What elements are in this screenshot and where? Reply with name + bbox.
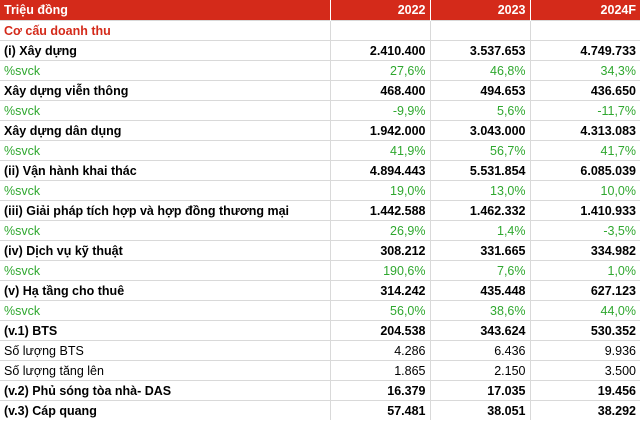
row-label: (iii) Giải pháp tích hợp và hợp đồng thương mại <box>0 201 330 221</box>
cell-value: -9,9% <box>330 101 430 121</box>
cell-value: 34,3% <box>530 61 640 81</box>
row-label: Xây dựng viễn thông <box>0 81 330 101</box>
cell-value: 10,0% <box>530 181 640 201</box>
cell-value <box>430 21 530 41</box>
cell-value: 1.410.933 <box>530 201 640 221</box>
cell-value: 436.650 <box>530 81 640 101</box>
cell-value: 56,7% <box>430 141 530 161</box>
cell-value: 190,6% <box>330 261 430 281</box>
header-row <box>0 0 640 21</box>
cell-value: 4.894.443 <box>330 161 430 181</box>
cell-value: 4.286 <box>330 341 430 361</box>
cell-value: 1.942.000 <box>330 121 430 141</box>
cell-value: 5,6% <box>430 101 530 121</box>
cell-value: 331.665 <box>430 241 530 261</box>
row-label: %svck <box>0 141 330 161</box>
cell-value: 41,9% <box>330 141 430 161</box>
header-year: 2024F <box>530 0 640 21</box>
cell-value <box>330 21 430 41</box>
table-row <box>0 241 640 261</box>
cell-value: 56,0% <box>330 301 430 321</box>
row-label: %svck <box>0 221 330 241</box>
cell-value: 1,4% <box>430 221 530 241</box>
cell-value: 1.442.588 <box>330 201 430 221</box>
cell-value: 38,6% <box>430 301 530 321</box>
cell-value: -11,7% <box>530 101 640 121</box>
cell-value: 5.531.854 <box>430 161 530 181</box>
table-row <box>0 61 640 81</box>
table-row <box>0 21 640 41</box>
row-label: (v.1) BTS <box>0 321 330 341</box>
row-label: Số lượng tăng lên <box>0 361 330 381</box>
row-label: (v.2) Phủ sóng tòa nhà- DAS <box>0 381 330 401</box>
row-label: Số lượng BTS <box>0 341 330 361</box>
table-row <box>0 121 640 141</box>
cell-value: 38.292 <box>530 401 640 421</box>
table-row <box>0 341 640 361</box>
cell-value: 38.051 <box>430 401 530 421</box>
row-label: (v) Hạ tầng cho thuê <box>0 281 330 301</box>
cell-value: 4.749.733 <box>530 41 640 61</box>
table-row <box>0 221 640 241</box>
cell-value: 308.212 <box>330 241 430 261</box>
cell-value: 44,0% <box>530 301 640 321</box>
header-year: 2023 <box>430 0 530 21</box>
table-row <box>0 281 640 301</box>
cell-value: -3,5% <box>530 221 640 241</box>
table-row <box>0 261 640 281</box>
cell-value: 19.456 <box>530 381 640 401</box>
table-row <box>0 181 640 201</box>
cell-value: 3.043.000 <box>430 121 530 141</box>
cell-value: 1,0% <box>530 261 640 281</box>
cell-value: 334.982 <box>530 241 640 261</box>
cell-value: 1.462.332 <box>430 201 530 221</box>
row-label: (iv) Dịch vụ kỹ thuật <box>0 241 330 261</box>
table-row <box>0 301 640 321</box>
cell-value: 4.313.083 <box>530 121 640 141</box>
cell-value: 41,7% <box>530 141 640 161</box>
cell-value: 204.538 <box>330 321 430 341</box>
cell-value: 6.085.039 <box>530 161 640 181</box>
cell-value: 468.400 <box>330 81 430 101</box>
row-label: (v.3) Cáp quang <box>0 401 330 421</box>
table-row <box>0 361 640 381</box>
cell-value: 6.436 <box>430 341 530 361</box>
header-unit-label: Triệu đồng <box>0 0 330 21</box>
row-label: %svck <box>0 61 330 81</box>
cell-value: 314.242 <box>330 281 430 301</box>
row-label: (i) Xây dựng <box>0 41 330 61</box>
table-row <box>0 401 640 421</box>
cell-value: 2.150 <box>430 361 530 381</box>
cell-value: 9.936 <box>530 341 640 361</box>
table-row <box>0 101 640 121</box>
cell-value: 17.035 <box>430 381 530 401</box>
cell-value: 46,8% <box>430 61 530 81</box>
table-row <box>0 81 640 101</box>
table-row <box>0 141 640 161</box>
cell-value: 7,6% <box>430 261 530 281</box>
cell-value: 3.500 <box>530 361 640 381</box>
row-label: (ii) Vận hành khai thác <box>0 161 330 181</box>
cell-value: 16.379 <box>330 381 430 401</box>
table-row <box>0 201 640 221</box>
row-label: %svck <box>0 301 330 321</box>
cell-value: 13,0% <box>430 181 530 201</box>
cell-value: 27,6% <box>330 61 430 81</box>
cell-value: 1.865 <box>330 361 430 381</box>
cell-value: 530.352 <box>530 321 640 341</box>
cell-value: 26,9% <box>330 221 430 241</box>
table-row <box>0 321 640 341</box>
header-year: 2022 <box>330 0 430 21</box>
cell-value <box>530 21 640 41</box>
cell-value: 57.481 <box>330 401 430 421</box>
table-row <box>0 161 640 181</box>
cell-value: 343.624 <box>430 321 530 341</box>
cell-value: 19,0% <box>330 181 430 201</box>
cell-value: 494.653 <box>430 81 530 101</box>
cell-value: 2.410.400 <box>330 41 430 61</box>
cell-value: 3.537.653 <box>430 41 530 61</box>
row-label: Cơ cấu doanh thu <box>0 21 330 41</box>
row-label: %svck <box>0 261 330 281</box>
cell-value: 627.123 <box>530 281 640 301</box>
row-label: Xây dựng dân dụng <box>0 121 330 141</box>
row-label: %svck <box>0 181 330 201</box>
table-row <box>0 41 640 61</box>
table-row <box>0 381 640 401</box>
row-label: %svck <box>0 101 330 121</box>
cell-value: 435.448 <box>430 281 530 301</box>
